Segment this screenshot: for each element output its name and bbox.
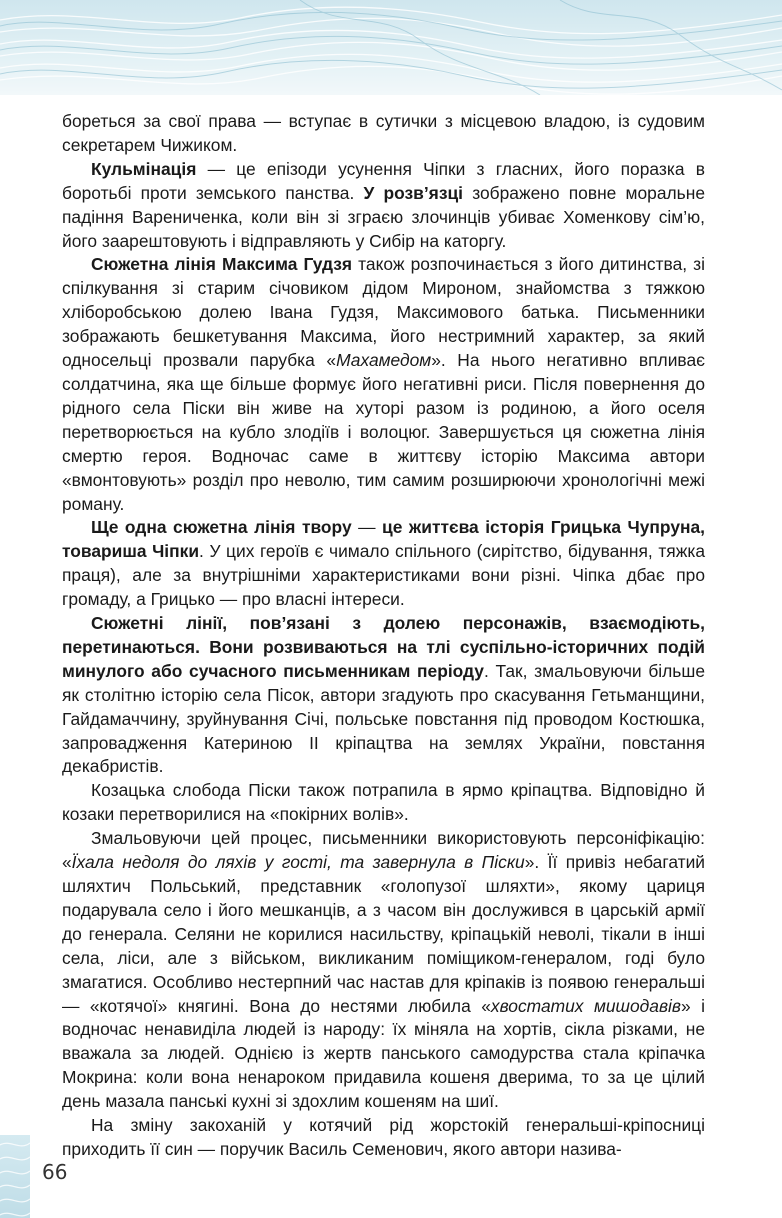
text-run: Козацька слобода Піски також потрапила в ярмо кріпацтва. Відповідно й козаки перетворилися на «покірних волів».	[62, 780, 705, 825]
text-run: » і водночас ненавиділа людей із народу: їх міняла на хортів, сікла різками, не вважала за людей. Однією із жертв панського самодурства стала кріпачка Мокрина: коли вона ненароком придавила кошеня дверима, то за це цілий день мазала панські кухні зі здохлим кошеням на шиї.	[62, 995, 706, 1112]
paragraph	[62, 516, 705, 612]
bold-term: це життєва історія Грицька Чупруна, товариша Чіпки	[62, 517, 706, 562]
bold-term: Сюжетна лінія Максима Гудзя	[91, 254, 353, 275]
paragraph	[62, 612, 705, 779]
text-run: бореться за свої права — вступає в сутички з місцевою владою, із судовим секретарем Чижиком.	[62, 111, 705, 155]
text-run: ». Її привіз небагатий шляхтич Польський, представник «голопузої шляхти», якому цариця подарувала село і його мешканців, а з часом він дослужився в царській армії до генерала. Селяни не корилися насильству, кріпацькій неволі, тікали в інші села, ліси, але з військом, викликаним поміщиком-генералом, годі було змагатися. Особливо нестерпний час настав для кріпаків із появою генеральші — «котячої» княгині. Вона до нестями любила «	[62, 852, 705, 1016]
corner-wave-image	[0, 1135, 30, 1218]
bold-term: Кульмінація	[91, 158, 197, 179]
body-text	[62, 110, 705, 1162]
page-number: 66	[42, 1160, 68, 1184]
text-run: На зміну закоханій у котячий рід жорстокій генеральші-кріпосниці приходить її син — поручик Василь Семенович, якого автори назива-	[62, 1115, 705, 1159]
paragraph	[62, 779, 705, 827]
text-run: ». На нього негативно впливає солдатчина, яка ще більше формує його негативні риси. Після повернення до рідного села Піски він живе на хуторі разом із родиною, а його оселя перетворюється на кубло злодіїв і волоцюг. Завершується ця сюжетна лінія смертю героя. Водночас саме в життєву історію Максима автори «вмонтовують» розділ про неволю, тим самим розширюючи хронологічні межі роману.	[62, 350, 706, 514]
bold-term: У розв’язці	[363, 182, 464, 203]
paragraph	[62, 1114, 705, 1162]
text-run: —	[351, 517, 383, 538]
paragraph	[62, 158, 705, 254]
text-run: також розпочинається з його дитинства, зі спілкування зі старим січовиком дідом Мироном, знайомства з тяжкою хліборобською долею Івана Гудзя, Максимового батька. Письменники зображають бешкетування Максима, його нестримний характер, за який односельці прозвали парубка «	[62, 254, 705, 371]
text-run: Змальовуючи цей процес, письменники використовують персоніфікацію: «	[62, 828, 705, 873]
italic-quote: хвостатих мишодавів	[490, 995, 681, 1016]
wave-pattern-image	[0, 0, 782, 95]
text-run: . У цих героїв є чимало спільного (сирітство, бідування, тяжка праця), але за внутрішніми характеристиками вони різні. Чіпка дбає про громаду, а Грицько — про власні інтереси.	[62, 541, 705, 610]
text-run: зображено повне моральне падіння Варениченка, коли він зі зграєю злочинців убиває Хоменкову сім’ю, його заарештовують і відправляють у Сибір на каторгу.	[62, 182, 706, 251]
italic-quote: Їхала недоля до ляхів у гості, та завернула в Піски	[71, 852, 525, 873]
paragraph	[62, 110, 705, 158]
italic-quote: Махамедом	[336, 350, 432, 371]
bold-term: Сюжетні лінії, пов’язані з долею персонажів, взаємодіють, перетинаються. Вони розвиваються на тлі суспільно-історичних подій минулого або сучасного письменникам періоду	[62, 613, 705, 681]
paragraph	[62, 253, 705, 516]
header-decorative-band	[0, 0, 782, 95]
bold-term: Ще одна сюжетна лінія твору	[91, 517, 352, 538]
text-run: — це епізоди усунення Чіпки з гласних, його поразка в боротьбі проти земського панства.	[62, 158, 705, 203]
corner-decorative-band	[0, 1135, 30, 1218]
paragraph	[62, 827, 705, 1114]
text-run: . Так, змальовуючи більше як столітню історію села Пісок, автори згадують про скасування Гетьманщини, Гайдамаччину, зруйнування Січі, польське повстання під проводом Костюшка, запровадження Катериною ІІ кріпацтва на землях України, повстання декабристів.	[62, 660, 705, 777]
